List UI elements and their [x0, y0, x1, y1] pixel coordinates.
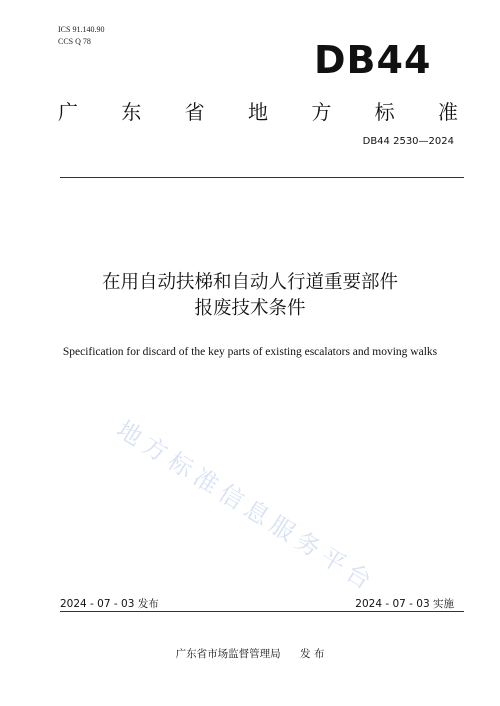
db-logo: DB44 — [314, 38, 432, 82]
top-divider — [60, 177, 464, 178]
standard-type-char: 东 — [121, 100, 142, 124]
document-title — [0, 270, 500, 322]
classification-codes — [58, 24, 104, 48]
standard-type-char: 省 — [184, 100, 205, 124]
bottom-divider — [60, 611, 464, 612]
standard-type-char: 地 — [247, 100, 268, 124]
standard-type-char: 方 — [311, 100, 332, 124]
english-title: Specification for discard of the key parts of existing escalators and moving walks — [62, 346, 438, 358]
publisher-action: 发 布 — [300, 648, 325, 660]
standard-type-char: 广 — [58, 100, 78, 124]
ics-code: ICS 91.140.90 — [58, 25, 105, 34]
issue-date: 2024 - 07 - 03 发布 — [60, 598, 159, 610]
ccs-code: CCS Q 78 — [58, 37, 91, 46]
standard-type-heading — [58, 96, 458, 125]
publisher — [0, 646, 500, 661]
implementation-date: 2024 - 07 - 03 实施 — [355, 598, 454, 610]
title-line-2: 报废技术条件 — [194, 298, 306, 319]
watermark: 地方标准信息服务平台 — [111, 415, 382, 598]
title-line-1: 在用自动扶梯和自动人行道重要部件 — [101, 272, 398, 293]
standard-type-char: 标 — [374, 100, 395, 124]
standard-number: DB44 2530—2024 — [362, 136, 454, 147]
standard-type-char: 准 — [437, 100, 458, 124]
publisher-name: 广东省市场监督管理局 — [175, 648, 281, 660]
